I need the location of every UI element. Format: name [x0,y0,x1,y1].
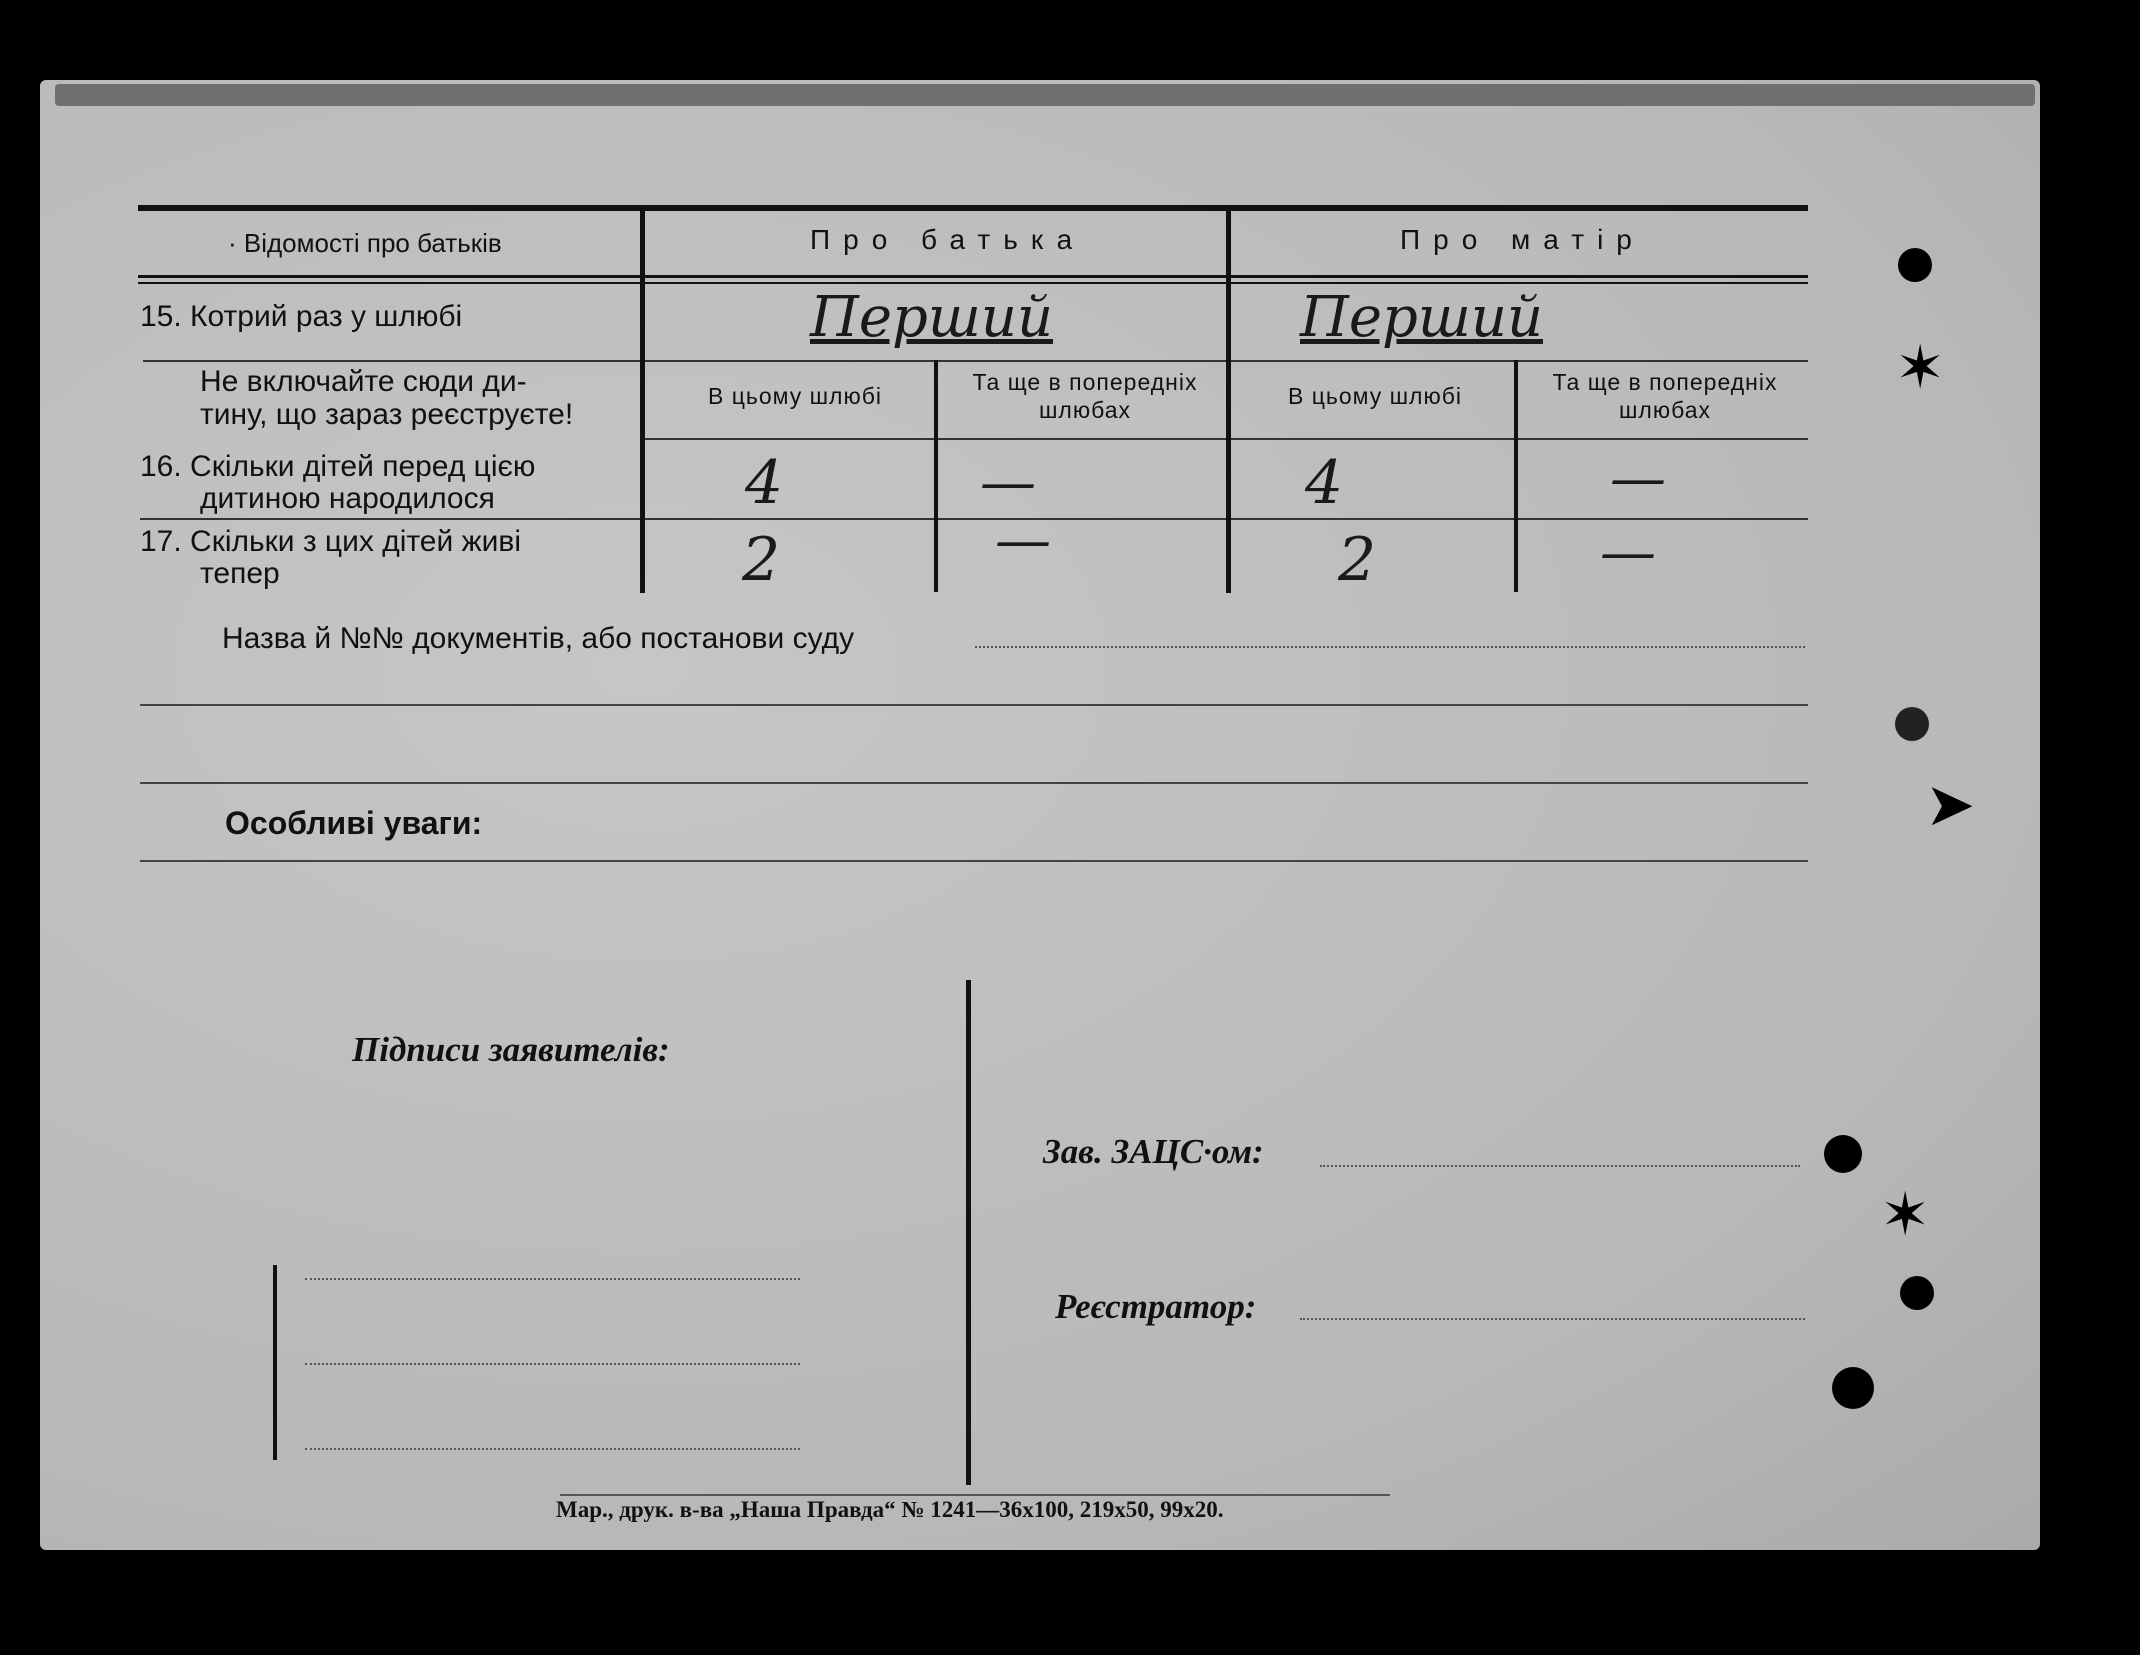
header-parents-info: · Відомості про батьків [228,228,502,258]
card-top-edge [55,84,2035,106]
documents-fill-line [975,646,1805,648]
signature-divider [966,980,971,1485]
subheader-father-previous: Та ще в попередніх шлюбах [972,369,1198,423]
header-mother: Про матір [1400,224,1645,255]
col-divider-middle [1226,208,1231,593]
col-divider-father-sub [934,360,938,592]
mother-alive-this: 2 [1338,525,1377,595]
row16-label-2: дитиною народилося [200,482,495,515]
signature-line-2 [305,1363,800,1365]
col-divider-mother-sub [1514,360,1518,592]
table-header-rule [138,275,1808,278]
mother-alive-previous: — [1600,520,1656,585]
punch-hole [1832,1367,1874,1409]
row16-label-1: 16. Скільки дітей перед цією [140,450,536,483]
punch-hole [1895,707,1929,741]
signature-bracket [273,1265,277,1460]
special-notes-label: Особливі уваги: [225,805,483,841]
tear-mark: ➤ [1925,770,1976,840]
footer-rule [560,1494,1390,1496]
father-born-previous: — [980,450,1036,515]
header-father: Про батька [810,224,1086,255]
tear-mark: ✶ [1895,333,1946,403]
mother-born-this: 4 [1305,448,1344,518]
table-header-rule-2 [138,282,1808,284]
head-of-registry-label: Зав. ЗАЦС·ом: [1043,1132,1264,1171]
father-alive-previous: — [995,508,1051,573]
father-alive-this: 2 [742,525,781,595]
documents-line-2 [140,704,1808,706]
subheader-rule [640,438,1808,440]
subheader-mother-previous: Та ще в попередніх шлюбах [1552,369,1778,423]
tear-mark: ✶ [1880,1180,1931,1250]
father-born-this: 4 [745,448,784,518]
row16-rule [140,518,1808,520]
father-marriage-count: Перший [810,285,1054,350]
col-divider-left [640,208,645,593]
special-notes-line [140,860,1808,862]
registrar-signature-line [1300,1318,1805,1320]
table-top-rule [138,205,1808,211]
signatures-label: Підписи заявителів: [352,1030,670,1069]
mother-born-previous: — [1610,446,1666,511]
note-line-1: Не включайте сюди ди- [200,365,527,398]
registrar-label: Реєстратор: [1055,1287,1257,1326]
signature-line-1 [305,1278,800,1280]
row15-label: 15. Котрий раз у шлюбі [140,300,463,333]
subheader-father-this: В цьому шлюбі [707,383,883,409]
punch-hole [1824,1135,1862,1173]
row17-label-2: тепер [200,557,280,590]
documents-line-3 [140,782,1808,784]
mother-marriage-count: Перший [1300,285,1544,350]
signature-line-3 [305,1448,800,1450]
row15-rule [143,360,1808,362]
punch-hole [1900,1276,1934,1310]
punch-hole [1898,248,1932,282]
documents-label: Назва й №№ документів, або постанови суду [222,622,855,655]
note-line-2: тину, що зараз реєструєте! [200,398,574,431]
row17-label-1: 17. Скільки з цих дітей живі [140,525,521,558]
head-signature-line [1320,1165,1800,1167]
printer-footer: Мар., друк. в-ва „Наша Правда“ № 1241—36х100, 219х50, 99х20. [556,1497,1224,1522]
subheader-mother-this: В цьому шлюбі [1287,383,1463,409]
